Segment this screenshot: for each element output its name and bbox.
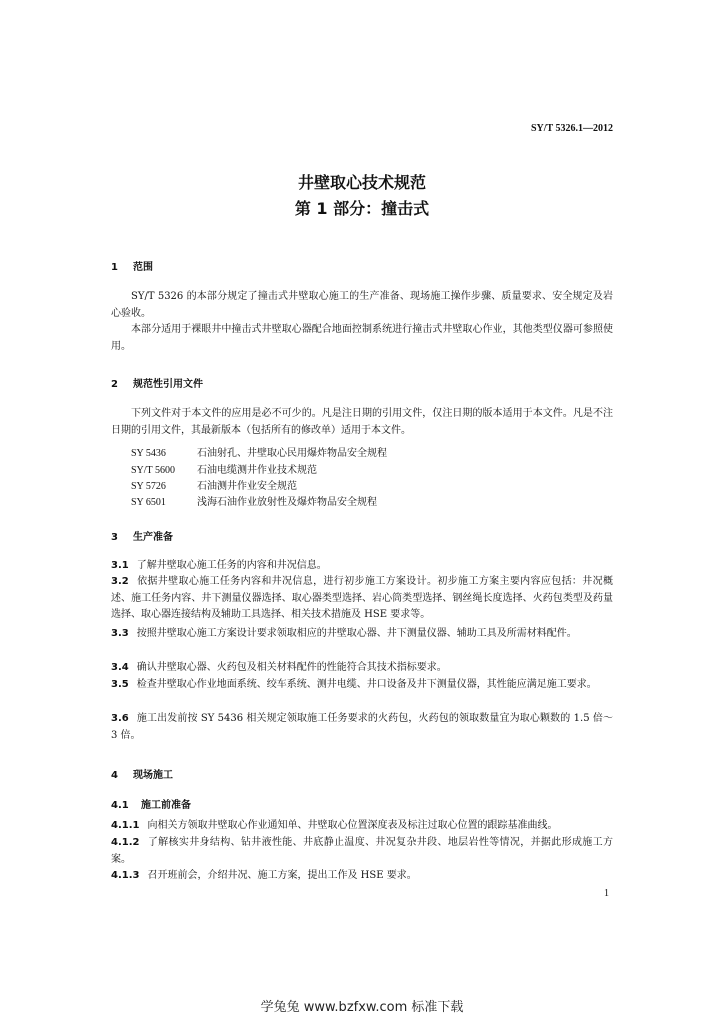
clause-number: 3.6 xyxy=(111,713,129,724)
reference-code: SY/T 5600 xyxy=(131,465,175,476)
section-3-heading xyxy=(111,528,173,543)
clause-text: 向相关方领取井壁取心作业通知单、井壁取心位置深度表及标注过取心位置的跟踪基准曲线。 xyxy=(147,820,558,831)
clause-3-3 xyxy=(111,626,613,643)
clause-4-1-1 xyxy=(111,818,613,835)
clause-text: 按照井壁取心施工方案设计要求领取相应的井壁取心器、井下测量仪器、辅助工具及所需材料配件。 xyxy=(136,628,577,639)
document-subtitle: 第 1 部分：撞击式 xyxy=(294,199,430,218)
reference-title: 石油射孔、井壁取心民用爆炸物品安全规程 xyxy=(197,448,387,459)
reference-title: 石油测井作业安全规范 xyxy=(197,481,297,492)
clause-3-2 xyxy=(111,574,613,624)
section-title: 生产准备 xyxy=(133,532,173,543)
section-2-paragraph-1: 下列文件对于本文件的应用是必不可少的。凡是注日期的引用文件，仅注日期的版本适用于本文件。凡是不注日期的引用文件，其最新版本（包括所有的修改单）适用于本文件。 xyxy=(111,408,613,436)
section-4-heading xyxy=(111,766,173,781)
clause-4-1-3 xyxy=(111,868,613,885)
reference-item xyxy=(131,461,317,476)
clause-text: 召开班前会，介绍井况、施工方案，提出工作及 HSE 要求。 xyxy=(147,870,417,881)
reference-code: SY 5436 xyxy=(131,448,166,459)
reference-code: SY 6501 xyxy=(131,497,166,508)
section-1-heading xyxy=(111,258,153,273)
subsection-number: 4.1 xyxy=(111,800,129,811)
clause-4-1-2 xyxy=(111,835,613,868)
document-title: 井壁取心技术规范 xyxy=(297,173,426,192)
subsection-4-1-heading xyxy=(111,796,191,811)
clause-number: 4.1.1 xyxy=(111,820,140,831)
clause-text: 依据井壁取心施工任务内容和井况信息，进行初步施工方案设计。初步施工方案主要内容应包括：井况概述、施工任务内容、井下测量仪器选择、取心器类型选择、岩心筒类型选择、钢丝绳长度选择、火药包类型及药量选择、取心器连接结构及辅助工具选择、相关技术措施及 HSE 要求等。 xyxy=(111,576,613,620)
section-number: 4 xyxy=(111,770,118,781)
reference-item xyxy=(131,493,377,508)
clause-number: 4.1.2 xyxy=(111,837,140,848)
clause-text: 检查井壁取心作业地面系统、绞车系统、测井电缆、井口设备及井下测量仪器，其性能应满足施工要求。 xyxy=(136,679,597,690)
watermark-footer: 学兔兔 www.bzfxw.com 标准下载 xyxy=(260,1000,464,1015)
clause-3-4 xyxy=(111,660,613,677)
clause-number: 3.5 xyxy=(111,679,129,690)
reference-item xyxy=(131,444,387,459)
standard-code: SY/T 5326.1—2012 xyxy=(530,123,613,134)
section-title: 规范性引用文件 xyxy=(133,379,203,390)
clause-text: 确认井壁取心器、火药包及相关材料配件的性能符合其技术指标要求。 xyxy=(136,662,447,673)
section-number: 2 xyxy=(111,379,118,390)
section-1-paragraph-1: SY/T 5326 的本部分规定了撞击式井壁取心施工的生产准备、现场施工操作步骤、质量要求、安全规定及岩心验收。 xyxy=(111,291,613,319)
subsection-title: 施工前准备 xyxy=(141,800,191,811)
clause-number: 3.4 xyxy=(111,662,129,673)
section-number: 1 xyxy=(111,262,118,273)
section-1-paragraph-2: 本部分适用于裸眼井中撞击式井壁取心器配合地面控制系统进行撞击式井壁取心作业，其他类型仪器可参照使用。 xyxy=(111,324,613,352)
clause-number: 3.2 xyxy=(111,576,129,587)
clause-number: 3.1 xyxy=(111,560,129,571)
section-title: 现场施工 xyxy=(133,770,173,781)
page-number: 1 xyxy=(604,888,609,899)
clause-number: 4.1.3 xyxy=(111,870,140,881)
reference-code: SY 5726 xyxy=(131,481,166,492)
reference-title: 浅海石油作业放射性及爆炸物品安全规程 xyxy=(197,497,377,508)
clause-3-6 xyxy=(111,711,613,744)
clause-text: 了解核实井身结构、钻井液性能、井底静止温度、井况复杂井段、地层岩性等情况，并据此形成施工方案。 xyxy=(111,837,613,865)
clause-3-5 xyxy=(111,677,613,694)
reference-item xyxy=(131,477,297,492)
clause-text: 了解井壁取心施工任务的内容和井况信息。 xyxy=(136,560,327,571)
clause-number: 3.3 xyxy=(111,628,129,639)
reference-title: 石油电缆测井作业技术规范 xyxy=(197,465,317,476)
section-number: 3 xyxy=(111,532,118,543)
section-2-heading xyxy=(111,375,203,390)
clause-text: 施工出发前按 SY 5436 相关规定领取施工任务要求的火药包，火药包的领取数量宜为取心颗数的 1.5 倍～3 倍。 xyxy=(111,713,613,741)
clause-3-1 xyxy=(111,558,613,575)
section-title: 范围 xyxy=(133,262,153,273)
